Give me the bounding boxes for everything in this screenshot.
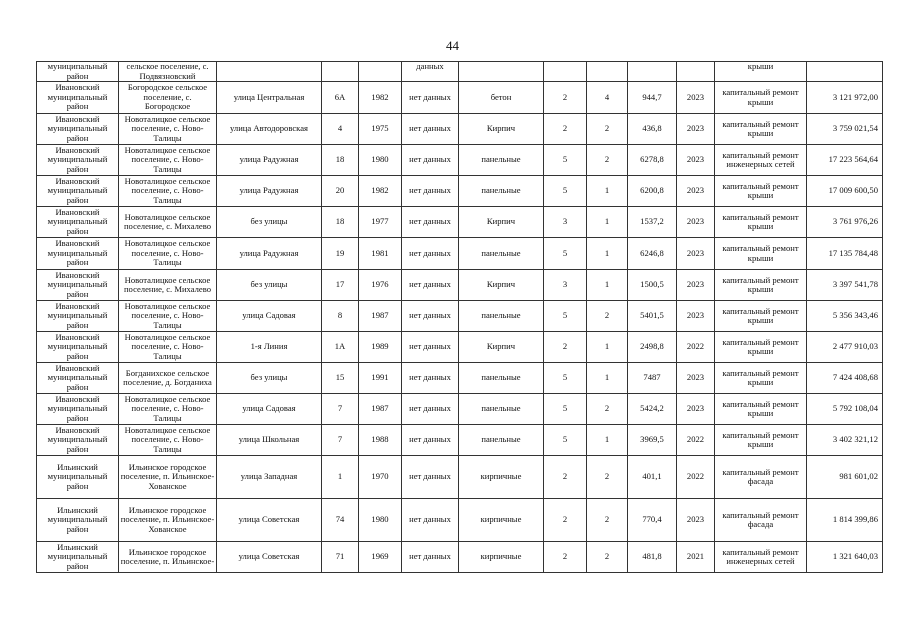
cost-cell: 17 223 564,64	[807, 145, 883, 176]
settlement-cell: Новоталицкое сельское поселение, с. Ново-Талицы	[119, 394, 217, 425]
cost-cell: 5 792 108,04	[807, 394, 883, 425]
repair-type-cell: капитальный ремонт фасада	[715, 456, 807, 499]
district-cell: Ильинский муниципальный район	[37, 499, 119, 542]
repair-type-cell: капитальный ремонт крыши	[715, 82, 807, 114]
table-row	[37, 425, 883, 456]
settlement-cell: Новоталицкое сельское поселение, с. Ново-Талицы	[119, 332, 217, 363]
entrances-cell: 1	[587, 270, 628, 301]
status-cell: нет данных	[402, 425, 459, 456]
year-cell	[359, 62, 402, 82]
district-cell: Ивановский муниципальный район	[37, 425, 119, 456]
house-number-cell: 7	[322, 394, 359, 425]
area-cell: 6246,8	[628, 238, 677, 270]
year-cell: 1991	[359, 363, 402, 394]
year-cell: 1987	[359, 301, 402, 332]
repair-type-cell: капитальный ремонт крыши	[715, 394, 807, 425]
repair-type-cell: капитальный ремонт крыши	[715, 301, 807, 332]
cost-cell: 981 601,02	[807, 456, 883, 499]
floors-cell: 3	[544, 270, 587, 301]
cost-cell: 3 759 021,54	[807, 114, 883, 145]
area-cell: 436,8	[628, 114, 677, 145]
page-number: 44	[446, 38, 459, 53]
district-cell: Ивановский муниципальный район	[37, 207, 119, 238]
year-cell: 1981	[359, 238, 402, 270]
street-cell: улица Центральная	[217, 82, 322, 114]
cost-cell	[807, 62, 883, 82]
area-cell: 770,4	[628, 499, 677, 542]
entrances-cell: 2	[587, 301, 628, 332]
settlement-cell: Новоталицкое сельское поселение, с. Ново-Талицы	[119, 238, 217, 270]
area-cell: 944,7	[628, 82, 677, 114]
material-cell: панельные	[459, 176, 544, 207]
floors-cell: 5	[544, 425, 587, 456]
area-cell: 401,1	[628, 456, 677, 499]
cost-cell: 17 135 784,48	[807, 238, 883, 270]
floors-cell: 5	[544, 176, 587, 207]
district-cell: Ивановский муниципальный район	[37, 114, 119, 145]
district-cell: Ивановский муниципальный район	[37, 176, 119, 207]
status-cell: данных	[402, 62, 459, 82]
entrances-cell: 1	[587, 238, 628, 270]
repair-year-cell: 2023	[677, 301, 715, 332]
floors-cell: 2	[544, 499, 587, 542]
material-cell: панельные	[459, 145, 544, 176]
repair-year-cell: 2023	[677, 145, 715, 176]
material-cell: панельные	[459, 394, 544, 425]
repair-type-cell: капитальный ремонт крыши	[715, 207, 807, 238]
district-cell: Ивановский муниципальный район	[37, 363, 119, 394]
floors-cell: 5	[544, 394, 587, 425]
settlement-cell: Ильинское городское поселение, п. Ильинское-	[119, 542, 217, 573]
table-row	[37, 238, 883, 270]
house-number-cell: 1	[322, 456, 359, 499]
material-cell: панельные	[459, 363, 544, 394]
status-cell: нет данных	[402, 145, 459, 176]
table-row	[37, 114, 883, 145]
entrances-cell: 2	[587, 499, 628, 542]
area-cell: 481,8	[628, 542, 677, 573]
table-row	[37, 176, 883, 207]
cost-cell: 1 321 640,03	[807, 542, 883, 573]
status-cell: нет данных	[402, 207, 459, 238]
floors-cell: 2	[544, 114, 587, 145]
year-cell: 1988	[359, 425, 402, 456]
entrances-cell: 1	[587, 425, 628, 456]
status-cell: нет данных	[402, 82, 459, 114]
cost-cell: 7 424 408,68	[807, 363, 883, 394]
floors-cell: 3	[544, 207, 587, 238]
house-number-cell: 4	[322, 114, 359, 145]
repair-type-cell: капитальный ремонт инженерных сетей	[715, 542, 807, 573]
status-cell: нет данных	[402, 456, 459, 499]
house-number-cell: 8	[322, 301, 359, 332]
entrances-cell: 1	[587, 207, 628, 238]
area-cell: 3969,5	[628, 425, 677, 456]
settlement-cell: Ильинское городское поселение, п. Ильинское-Хованское	[119, 499, 217, 542]
material-cell: кирпичные	[459, 499, 544, 542]
table-row	[37, 207, 883, 238]
cost-cell: 2 477 910,03	[807, 332, 883, 363]
repair-type-cell: крыши	[715, 62, 807, 82]
floors-cell: 2	[544, 82, 587, 114]
material-cell: панельные	[459, 238, 544, 270]
status-cell: нет данных	[402, 114, 459, 145]
street-cell: без улицы	[217, 207, 322, 238]
material-cell: панельные	[459, 301, 544, 332]
housing-repair-table	[36, 61, 883, 573]
area-cell: 7487	[628, 363, 677, 394]
settlement-cell: Новоталицкое сельское поселение, с. Михалево	[119, 270, 217, 301]
repair-year-cell: 2023	[677, 176, 715, 207]
settlement-cell: Ильинское городское поселение, п. Ильинское-Хованское	[119, 456, 217, 499]
repair-type-cell: капитальный ремонт крыши	[715, 114, 807, 145]
house-number-cell: 6А	[322, 82, 359, 114]
cost-cell: 3 121 972,00	[807, 82, 883, 114]
street-cell: улица Садовая	[217, 301, 322, 332]
repair-type-cell: капитальный ремонт крыши	[715, 176, 807, 207]
street-cell: улица Автодоровская	[217, 114, 322, 145]
status-cell: нет данных	[402, 499, 459, 542]
settlement-cell: Новоталицкое сельское поселение, с. Ново-Талицы	[119, 176, 217, 207]
table-row	[37, 82, 883, 114]
table-row	[37, 499, 883, 542]
street-cell: без улицы	[217, 270, 322, 301]
settlement-cell: Богданихское сельское поселение, д. Богданиха	[119, 363, 217, 394]
repair-year-cell: 2023	[677, 499, 715, 542]
entrances-cell: 2	[587, 456, 628, 499]
floors-cell	[544, 62, 587, 82]
entrances-cell: 2	[587, 114, 628, 145]
floors-cell: 2	[544, 456, 587, 499]
cost-cell: 1 814 399,86	[807, 499, 883, 542]
house-number-cell: 18	[322, 145, 359, 176]
status-cell: нет данных	[402, 270, 459, 301]
table-row	[37, 270, 883, 301]
floors-cell: 2	[544, 542, 587, 573]
repair-year-cell: 2023	[677, 238, 715, 270]
district-cell: Ивановский муниципальный район	[37, 394, 119, 425]
house-number-cell: 74	[322, 499, 359, 542]
material-cell: панельные	[459, 425, 544, 456]
settlement-cell: Новоталицкое сельское поселение, с. Ново-Талицы	[119, 425, 217, 456]
year-cell: 1980	[359, 145, 402, 176]
cost-cell: 17 009 600,50	[807, 176, 883, 207]
material-cell: Кирпич	[459, 114, 544, 145]
entrances-cell: 1	[587, 363, 628, 394]
floors-cell: 2	[544, 332, 587, 363]
district-cell: Ильинский муниципальный район	[37, 542, 119, 573]
street-cell: 1-я Линия	[217, 332, 322, 363]
status-cell: нет данных	[402, 332, 459, 363]
cost-cell: 5 356 343,46	[807, 301, 883, 332]
repair-year-cell: 2023	[677, 114, 715, 145]
street-cell: улица Советская	[217, 499, 322, 542]
year-cell: 1987	[359, 394, 402, 425]
house-number-cell: 17	[322, 270, 359, 301]
year-cell: 1982	[359, 176, 402, 207]
house-number-cell: 19	[322, 238, 359, 270]
area-cell: 6200,8	[628, 176, 677, 207]
entrances-cell: 2	[587, 542, 628, 573]
area-cell: 1500,5	[628, 270, 677, 301]
settlement-cell: Новоталицкое сельское поселение, с. Ново-Талицы	[119, 301, 217, 332]
repair-year-cell: 2023	[677, 363, 715, 394]
street-cell	[217, 62, 322, 82]
street-cell: без улицы	[217, 363, 322, 394]
floors-cell: 5	[544, 363, 587, 394]
year-cell: 1975	[359, 114, 402, 145]
house-number-cell: 71	[322, 542, 359, 573]
district-cell: Ильинский муниципальный район	[37, 456, 119, 499]
settlement-cell: Новоталицкое сельское поселение, с. Ново-Талицы	[119, 114, 217, 145]
year-cell: 1989	[359, 332, 402, 363]
cost-cell: 3 397 541,78	[807, 270, 883, 301]
repair-year-cell: 2021	[677, 542, 715, 573]
house-number-cell: 1А	[322, 332, 359, 363]
settlement-cell: Богородское сельское поселение, с. Богородское	[119, 82, 217, 114]
district-cell: муниципальный район	[37, 62, 119, 82]
repair-year-cell: 2022	[677, 332, 715, 363]
year-cell: 1980	[359, 499, 402, 542]
table-row	[37, 394, 883, 425]
settlement-cell: Новоталицкое сельское поселение, с. Михалево	[119, 207, 217, 238]
settlement-cell: Новоталицкое сельское поселение, с. Ново-Талицы	[119, 145, 217, 176]
repair-type-cell: капитальный ремонт крыши	[715, 425, 807, 456]
year-cell: 1976	[359, 270, 402, 301]
house-number-cell	[322, 62, 359, 82]
district-cell: Ивановский муниципальный район	[37, 82, 119, 114]
cost-cell: 3 402 321,12	[807, 425, 883, 456]
material-cell: кирпичные	[459, 542, 544, 573]
district-cell: Ивановский муниципальный район	[37, 332, 119, 363]
year-cell: 1969	[359, 542, 402, 573]
settlement-cell: сельское поселение, с. Подвязновский	[119, 62, 217, 82]
floors-cell: 5	[544, 238, 587, 270]
repair-type-cell: капитальный ремонт крыши	[715, 363, 807, 394]
repair-year-cell: 2023	[677, 82, 715, 114]
street-cell: улица Советская	[217, 542, 322, 573]
table-row	[37, 145, 883, 176]
table-row	[37, 301, 883, 332]
status-cell: нет данных	[402, 238, 459, 270]
status-cell: нет данных	[402, 542, 459, 573]
table-row	[37, 332, 883, 363]
house-number-cell: 18	[322, 207, 359, 238]
repair-type-cell: капитальный ремонт крыши	[715, 332, 807, 363]
cost-cell: 3 761 976,26	[807, 207, 883, 238]
house-number-cell: 20	[322, 176, 359, 207]
repair-year-cell: 2022	[677, 456, 715, 499]
area-cell: 5401,5	[628, 301, 677, 332]
repair-type-cell: капитальный ремонт крыши	[715, 238, 807, 270]
district-cell: Ивановский муниципальный район	[37, 301, 119, 332]
year-cell: 1977	[359, 207, 402, 238]
district-cell: Ивановский муниципальный район	[37, 238, 119, 270]
street-cell: улица Радужная	[217, 176, 322, 207]
material-cell: Кирпич	[459, 270, 544, 301]
status-cell: нет данных	[402, 363, 459, 394]
status-cell: нет данных	[402, 301, 459, 332]
area-cell: 5424,2	[628, 394, 677, 425]
entrances-cell: 1	[587, 332, 628, 363]
repair-year-cell: 2022	[677, 425, 715, 456]
floors-cell: 5	[544, 145, 587, 176]
street-cell: улица Радужная	[217, 238, 322, 270]
street-cell: улица Садовая	[217, 394, 322, 425]
entrances-cell: 4	[587, 82, 628, 114]
material-cell: кирпичные	[459, 456, 544, 499]
street-cell: улица Школьная	[217, 425, 322, 456]
material-cell: бетон	[459, 82, 544, 114]
entrances-cell: 1	[587, 176, 628, 207]
area-cell: 2498,8	[628, 332, 677, 363]
district-cell: Ивановский муниципальный район	[37, 270, 119, 301]
entrances-cell	[587, 62, 628, 82]
entrances-cell: 2	[587, 145, 628, 176]
material-cell: Кирпич	[459, 332, 544, 363]
house-number-cell: 7	[322, 425, 359, 456]
entrances-cell: 2	[587, 394, 628, 425]
year-cell: 1970	[359, 456, 402, 499]
area-cell: 1537,2	[628, 207, 677, 238]
floors-cell: 5	[544, 301, 587, 332]
repair-year-cell: 2023	[677, 207, 715, 238]
repair-type-cell: капитальный ремонт инженерных сетей	[715, 145, 807, 176]
year-cell: 1982	[359, 82, 402, 114]
status-cell: нет данных	[402, 176, 459, 207]
table-row	[37, 542, 883, 573]
house-number-cell: 15	[322, 363, 359, 394]
repair-year-cell: 2023	[677, 394, 715, 425]
repair-type-cell: капитальный ремонт фасада	[715, 499, 807, 542]
district-cell: Ивановский муниципальный район	[37, 145, 119, 176]
material-cell: Кирпич	[459, 207, 544, 238]
table-row	[37, 456, 883, 499]
area-cell: 6278,8	[628, 145, 677, 176]
repair-year-cell: 2023	[677, 270, 715, 301]
status-cell: нет данных	[402, 394, 459, 425]
street-cell: улица Радужная	[217, 145, 322, 176]
repair-type-cell: капитальный ремонт крыши	[715, 270, 807, 301]
street-cell: улица Западная	[217, 456, 322, 499]
table-row	[37, 62, 883, 82]
material-cell	[459, 62, 544, 82]
repair-year-cell	[677, 62, 715, 82]
area-cell	[628, 62, 677, 82]
table-row	[37, 363, 883, 394]
